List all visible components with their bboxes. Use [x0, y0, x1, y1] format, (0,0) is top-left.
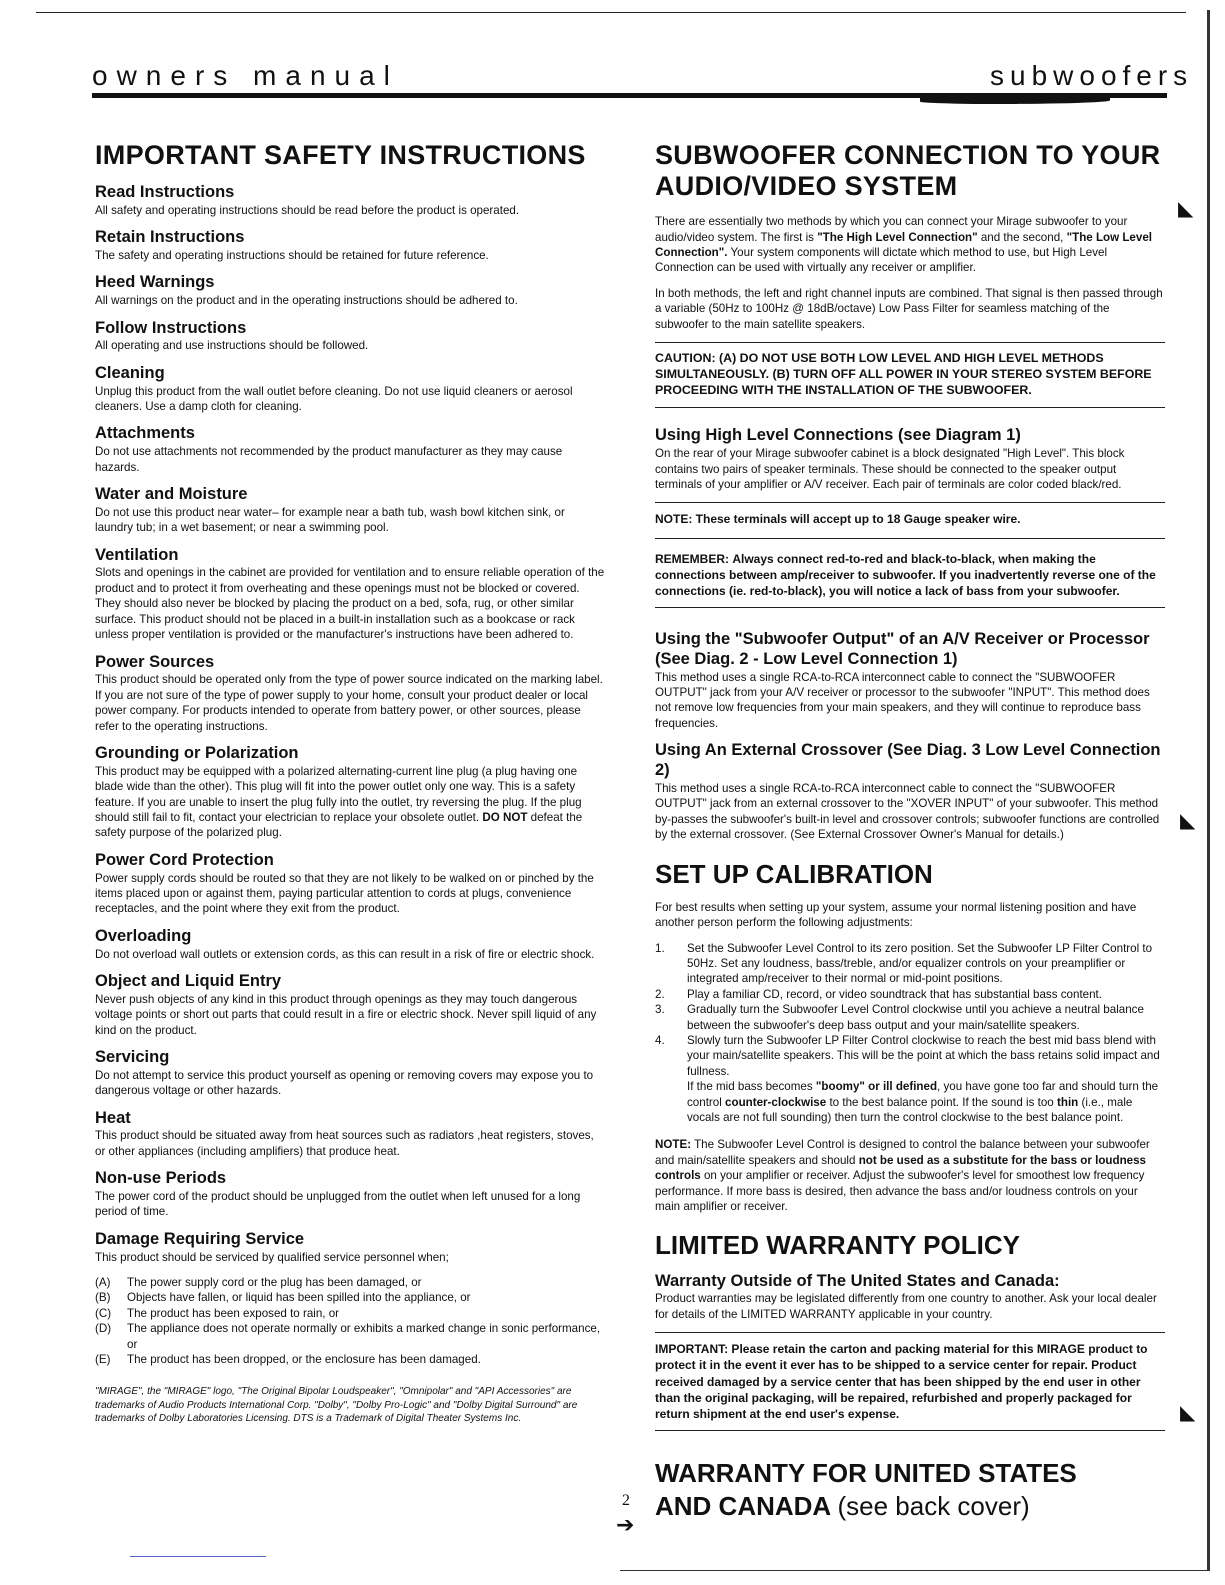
- setup-step: 4. Slowly turn the Subwoofer LP Filter Control clockwise to reach the best mid bass blend with your main/satellite speakers. This will be the point at which the bass retains solid impact and fullness.: [655, 1033, 1160, 1078]
- gauge-note: NOTE: These terminals will accept up to 18 Gauge speaker wire.: [655, 512, 1021, 527]
- safety-body: All warnings on the product and in the operating instructions should be adhered to.: [95, 294, 518, 308]
- trademark-footnote: "MIRAGE", the "MIRAGE" logo, "The Original Bipolar Loudspeaker", "Omnipolar" and "API Accessories" are trademarks of Audio Products International Corp. "Dolby", "Dolby Pro-Logic" and "Dolby Digital Surround" are trademarks of Dolby Laboratories Licensing. DTS is a Trademark of Digital Theater Systems Inc.: [95, 1386, 578, 1425]
- safety-body: Never push objects of any kind in this product through openings as they may touch dangerous voltage points or short out parts that could result in a fire or electric shock. Never spill liquid of any kind on the product.: [95, 992, 597, 1037]
- safety-body: Do not attempt to service this product yourself as opening or removing covers may expose you to dangerous voltage or other hazards.: [95, 1068, 594, 1098]
- safety-heading: Heat: [95, 1108, 131, 1127]
- damage-list-item: (D) The appliance does not operate normally or exhibits a marked change in sonic performance, or: [95, 1322, 601, 1351]
- safety-body: Unplug this product from the wall outlet before cleaning. Do not use liquid cleaners or aerosol cleaners. Use a damp cloth for cleaning.: [95, 384, 573, 414]
- high-level-heading: Using High Level Connections (see Diagram 1): [655, 426, 1021, 445]
- setup-intro: For best results when setting up your system, assume your normal listening position and have another person perform the following adjustments:: [655, 900, 1137, 930]
- warranty-body: Product warranties may be legislated differently from one country to another. Ask your local dealer for details of the LIMITED WARRANTY applicable in your country.: [655, 1292, 1157, 1321]
- warranty-subheading: Warranty Outside of The United States and Canada:: [655, 1271, 1060, 1290]
- safety-body: Do not use this product near water– for example near a bath tub, wash bowl kitchen sink, or laundry tub; in a wet basement; or near a swimming pool.: [95, 505, 565, 535]
- safety-heading: Read Instructions: [95, 183, 235, 202]
- page-number: 2: [622, 1492, 630, 1509]
- scan-mark-icon: ◣: [1178, 198, 1194, 220]
- scan-mark-icon: ◣: [1180, 1402, 1196, 1424]
- caution-box: [655, 342, 1165, 408]
- safety-body: Slots and openings in the cabinet are provided for ventilation and to ensure reliable operation of the product and to protect it from overheating and these openings must not be blocked or covered. They should also never be blocked by placing the product on a bed, sofa, rug, or other similar surface. This product should not be placed in a built-in installation such as a bookcase or rack unless proper ventilation is provided or the manufacturer's instructions have been adhered to.: [95, 566, 605, 642]
- safety-body: Do not use attachments not recommended by the product manufacturer as they may cause hazards.: [95, 445, 563, 474]
- level-control-note: NOTE: The Subwoofer Level Control is designed to control the balance between your subwoofer and main/satellite speakers and should not be used as a substitute for the bass or loudness controls on your amplifier or receiver. Adjust the subwoofer's level for smoothest low frequency performance. If more bass is desired, then advance the bass and/or loudness controls on your main amplifier or receiver.: [655, 1138, 1150, 1214]
- safety-body: All operating and use instructions should be followed.: [95, 339, 369, 353]
- top-rule: [36, 12, 1186, 13]
- important-note: IMPORTANT: Please retain the carton and packing material for this MIRAGE product to protect it in the event it ever has to be shipped to a service center for repair. Product received damaged by a service center that has been shipped by the end user in other than the original packaging, will be repaired, refurbished and properly packaged for return shipment at the end user's expense.: [655, 1342, 1148, 1421]
- safety-heading: Damage Requiring Service: [95, 1229, 305, 1248]
- header-owners-manual: owners manual: [92, 60, 399, 91]
- safety-heading: Heed Warnings: [95, 273, 215, 292]
- safety-heading: Servicing: [95, 1048, 170, 1066]
- header-swoosh: [920, 98, 1110, 104]
- setup-steps: [655, 941, 1165, 1080]
- safety-body: This product should be operated only from the type of power source indicated on the marking label. If you are not sure of the type of power supply to your home, consult your product dealer or local power company. For products intended to operate from battery power, or other sources, please refer to the operating instructions.: [95, 673, 603, 733]
- safety-column: [95, 140, 605, 1426]
- safety-heading: Ventilation: [95, 545, 179, 564]
- safety-heading: Retain Instructions: [95, 228, 245, 247]
- safety-title: IMPORTANT SAFETY INSTRUCTIONS: [95, 140, 586, 170]
- remember-rule: [655, 607, 1165, 608]
- safety-body: Power supply cords should be routed so that they are not likely to be walked on or pinched by the items placed upon or against them, paying particular attention to cords at plugs, convenience receptacles, and the point where they exit from the product.: [95, 871, 594, 916]
- safety-heading: Water and Moisture: [95, 485, 248, 504]
- external-crossover-body: This method uses a single RCA-to-RCA interconnect cable to connect the "SUBWOOFER OUTPUT" jack from an external crossover to the "XOVER INPUT" of your subwoofer. This method by-passes the subwoofer's built-in level and crossover controls; subwoofer functions are controlled by the external crossover. (See External Crossover Owner's Manual for details.): [655, 781, 1160, 842]
- high-level-body: On the rear of your Mirage subwoofer cabinet is a block designated "High Level". This block contains two pairs of speaker terminals. These should be connected to the speaker output terminals of your amplifier or A/V receiver. Each pair of terminals are color coded black/red.: [655, 447, 1125, 491]
- remember-note: REMEMBER: Always connect red-to-red and black-to-black, when making the connections between amp/receiver to subwoofer. If you inadvertently reverse one of the connections (ie. red-to-black), you will notice a lack of bass from your subwoofer.: [655, 551, 1156, 598]
- safety-heading: Attachments: [95, 424, 195, 443]
- setup-step: 2. Play a familiar CD, record, or video soundtrack that has substantial bass content.: [655, 987, 1103, 1001]
- setup-step: 3. Gradually turn the Subwoofer Level Control clockwise until you achieve a neutral balance between the subwoofer's deep bass output and your main/satellite speakers.: [655, 1003, 1144, 1032]
- bottom-rule: [620, 1570, 1210, 1571]
- external-crossover-heading: Using An External Crossover (See Diag. 3 Low Level Connection 2): [655, 741, 1161, 780]
- safety-heading: Overloading: [95, 926, 192, 945]
- safety-heading: Grounding or Polarization: [95, 743, 299, 762]
- caution-text: CAUTION: (A) DO NOT USE BOTH LOW LEVEL AND HIGH LEVEL METHODS SIMULTANEOUSLY. (B) TURN OFF ALL POWER IN YOUR STEREO SYSTEM BEFORE PROCEEDING WITH THE INSTALLATION OF THE SUBWOOFER.: [655, 350, 1152, 398]
- warranty-title: LIMITED WARRANTY POLICY: [655, 1230, 1020, 1261]
- safety-heading: Follow Instructions: [95, 318, 247, 337]
- step4-extra: If the mid bass becomes "boomy" or ill defined, you have gone too far and should turn the control counter-clockwise to the best balance point. If the sound is too thin (i.e., male vocals are not full sounding) then turn the control clockwise to the best balance point.: [687, 1080, 1159, 1124]
- safety-body: All safety and operating instructions should be read before the product is operated.: [95, 203, 520, 217]
- sub-output-heading: Using the "Subwoofer Output" of an A/V Receiver or Processor (See Diag. 2 - Low Level Connection 1): [655, 630, 1150, 668]
- scan-mark-icon: ◣: [1180, 810, 1196, 832]
- us-warranty-title: WARRANTY FOR UNITED STATES AND CANADA (see back cover): [655, 1458, 1077, 1521]
- safety-body: This product should be serviced by qualified service personnel when;: [95, 1250, 449, 1264]
- connection-title: SUBWOOFER CONNECTION TO YOUR AUDIO/VIDEO SYSTEM: [655, 140, 1161, 202]
- safety-body: This product may be equipped with a polarized alternating-current line plug (a plug having one blade wide than the other). This plug will fit into the power outlet only one way. This is a safety feature. If you are unable to insert the plug fully into the outlet, try reversing the plug. If the plug should still fail to fit, contact your electrician to replace your obsolete outlet. DO NOT defeat the safety purpose of the polarized plug.: [95, 764, 583, 840]
- safety-heading: Non-use Periods: [95, 1169, 227, 1188]
- damage-list-item: (A) The power supply cord or the plug has been damaged, or: [95, 1276, 422, 1290]
- header-subwoofers: subwoofers: [990, 60, 1194, 91]
- safety-body: Do not overload wall outlets or extension cords, as this can result in a risk of fire or electric shock.: [95, 947, 595, 961]
- damage-list: [95, 1275, 605, 1367]
- safety-heading: Object and Liquid Entry: [95, 971, 282, 990]
- important-box: [655, 1332, 1165, 1431]
- gauge-note-box: [655, 502, 1165, 538]
- safety-sections: [95, 183, 605, 1265]
- safety-heading: Cleaning: [95, 363, 165, 382]
- setup-title: SET UP CALIBRATION: [655, 858, 933, 889]
- page-arrow-icon: ➔: [616, 1512, 635, 1537]
- safety-body: This product should be situated away from heat sources such as radiators ,heat registers, stoves, or other appliances (including amplifiers) that produce heat.: [95, 1129, 594, 1158]
- setup-step: 1. Set the Subwoofer Level Control to its zero position. Set the Subwoofer LP Filter Control to 50Hz. Set any loudness, bass/treble, and/or equalizer controls on your preamplifier or integrated amp/receiver to their normal or mid-point positions.: [655, 941, 1153, 986]
- safety-heading: Power Cord Protection: [95, 850, 274, 869]
- connection-column: [655, 140, 1165, 1532]
- connection-intro: There are essentially two methods by which you can connect your Mirage subwoofer to your audio/video system. The first is "The High Level Connection" and the second, "The Low Level Connection". Your system components will dictate which method to use, but High Level Connection can be used with virtually any receiver or amplifier.: [655, 215, 1152, 275]
- page-edge: [1207, 10, 1210, 1570]
- connection-intro-2: In both methods, the left and right channel inputs are combined. That signal is then passed through a variable (50Hz to 100Hz @ 18dB/octave) Low Pass Filter for seamless matching of the subwoofer to the main satellite speakers.: [655, 286, 1163, 331]
- damage-list-item: (C) The product has been exposed to rain, or: [95, 1306, 340, 1320]
- safety-body: The safety and operating instructions should be retained for future reference.: [95, 249, 489, 263]
- damage-list-item: (E) The product has been dropped, or the enclosure has been damaged.: [95, 1353, 481, 1367]
- sub-output-body: This method uses a single RCA-to-RCA interconnect cable to connect the "SUBWOOFER OUTPUT" jack from your A/V receiver or processor to the subwoofer "INPUT". This method does not remove low frequencies from your main speakers, and they will continue to reproduce bass frequencies.: [655, 670, 1150, 730]
- damage-list-item: (B) Objects have fallen, or liquid has been spilled into the appliance, or: [95, 1291, 471, 1305]
- safety-heading: Power Sources: [95, 652, 215, 671]
- safety-body: The power cord of the product should be unplugged from the outlet when left unused for a long period of time.: [95, 1190, 581, 1219]
- bottom-link-line: [130, 1556, 266, 1557]
